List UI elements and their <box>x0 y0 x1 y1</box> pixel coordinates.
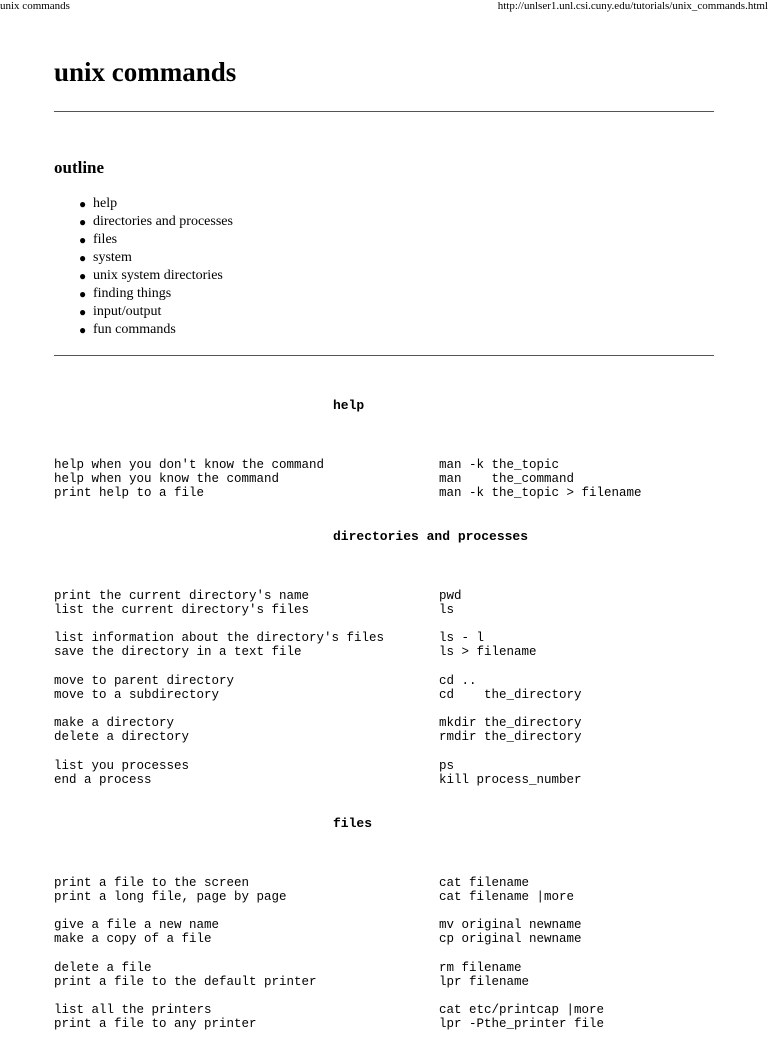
command-row <box>0 773 768 787</box>
command-syntax: cp original newname <box>439 932 582 946</box>
bullet-icon: ● <box>79 215 87 229</box>
command-row <box>0 1003 768 1017</box>
outline-link-input-output[interactable] <box>79 303 233 321</box>
outline-divider <box>54 355 714 356</box>
command-row <box>0 1017 768 1031</box>
outline-link-files[interactable] <box>79 231 233 249</box>
command-syntax: cat filename <box>439 876 530 890</box>
command-row <box>0 674 768 688</box>
bullet-icon: ● <box>79 287 87 301</box>
outline-link-unix-system-directories[interactable] <box>79 267 233 285</box>
command-row <box>0 890 768 904</box>
command-row <box>0 975 768 989</box>
outline-link-fun-commands[interactable] <box>79 321 233 339</box>
command-description: list information about the directory's files <box>54 631 385 645</box>
command-syntax: ls > filename <box>439 645 537 659</box>
bullet-icon: ● <box>79 251 87 265</box>
command-row <box>0 759 768 773</box>
command-description: print a file to any printer <box>54 1017 257 1031</box>
bullet-icon: ● <box>79 323 87 337</box>
outline-link-label[interactable]: fun commands <box>93 322 176 337</box>
command-row <box>0 730 768 744</box>
outline-link-label[interactable]: files <box>93 232 118 247</box>
command-syntax: rmdir the_directory <box>439 730 582 744</box>
command-row <box>0 603 768 617</box>
command-description: give a file a new name <box>54 918 220 932</box>
outline-link-finding-things[interactable] <box>79 285 233 303</box>
command-description: help when you don't know the command <box>54 458 325 472</box>
outline-heading: outline <box>54 158 105 177</box>
command-row <box>0 932 768 946</box>
command-description: list the current directory's files <box>54 603 310 617</box>
command-syntax: man the_command <box>439 472 575 486</box>
command-row <box>0 645 768 659</box>
command-row <box>0 918 768 932</box>
outline-link-system[interactable] <box>79 249 233 267</box>
bullet-icon: ● <box>79 269 87 283</box>
command-syntax: ps <box>439 759 455 773</box>
command-syntax: ls <box>439 603 455 617</box>
command-description: help when you know the command <box>54 472 280 486</box>
command-syntax: mv original newname <box>439 918 582 932</box>
command-row <box>0 688 768 702</box>
section-title-directories: directories and processes <box>333 529 529 544</box>
command-row <box>0 589 768 603</box>
print-header-title: unix commands <box>0 0 70 12</box>
command-syntax: cat filename |more <box>439 890 575 904</box>
section-title-help: help <box>333 398 365 413</box>
command-syntax: ls - l <box>439 631 485 645</box>
title-divider <box>54 111 714 112</box>
command-row <box>0 486 768 500</box>
command-syntax: man -k the_topic <box>439 458 560 472</box>
outline-list <box>54 195 233 339</box>
outline-link-help[interactable] <box>79 195 233 213</box>
page-title: unix commands <box>54 57 237 87</box>
command-row <box>0 961 768 975</box>
bullet-icon: ● <box>79 305 87 319</box>
outline-link-label[interactable]: input/output <box>93 304 162 319</box>
command-row <box>0 631 768 645</box>
command-syntax: mkdir the_directory <box>439 716 582 730</box>
command-row <box>0 716 768 730</box>
command-row <box>0 458 768 472</box>
outline-link-label[interactable]: help <box>93 196 118 211</box>
command-description: move to a subdirectory <box>54 688 220 702</box>
command-syntax: lpr -Pthe_printer file <box>439 1017 605 1031</box>
outline-link-label[interactable]: directories and processes <box>93 214 233 229</box>
command-description: make a copy of a file <box>54 932 212 946</box>
command-description: print the current directory's name <box>54 589 310 603</box>
command-syntax: man -k the_topic > filename <box>439 486 642 500</box>
command-syntax: cat etc/printcap |more <box>439 1003 605 1017</box>
command-description: delete a directory <box>54 730 190 744</box>
command-description: print a file to the default printer <box>54 975 317 989</box>
command-description: print a file to the screen <box>54 876 250 890</box>
bullet-icon: ● <box>79 233 87 247</box>
command-description: print a long file, page by page <box>54 890 287 904</box>
bullet-icon: ● <box>79 197 87 211</box>
command-row <box>0 876 768 890</box>
command-description: delete a file <box>54 961 152 975</box>
command-description: end a process <box>54 773 152 787</box>
command-description: save the directory in a text file <box>54 645 302 659</box>
command-description: make a directory <box>54 716 175 730</box>
outline-link-label[interactable]: finding things <box>93 286 172 301</box>
section-title-files: files <box>333 816 373 831</box>
print-header-url[interactable]: http://unlser1.unl.csi.cuny.edu/tutorials/unix_commands.html <box>497 0 768 12</box>
command-description: list you processes <box>54 759 190 773</box>
command-description: list all the printers <box>54 1003 212 1017</box>
command-description: print help to a file <box>54 486 205 500</box>
print-header <box>0 0 768 14</box>
outline-link-label[interactable]: system <box>93 250 132 265</box>
outline-link-label[interactable]: unix system directories <box>93 268 223 283</box>
command-syntax: rm filename <box>439 961 522 975</box>
command-description: move to parent directory <box>54 674 235 688</box>
command-syntax: kill process_number <box>439 773 582 787</box>
command-syntax: cd the_directory <box>439 688 582 702</box>
command-syntax: cd .. <box>439 674 477 688</box>
outline-link-directories[interactable] <box>79 213 233 231</box>
command-syntax: lpr filename <box>439 975 530 989</box>
command-row <box>0 472 768 486</box>
command-syntax: pwd <box>439 589 462 603</box>
